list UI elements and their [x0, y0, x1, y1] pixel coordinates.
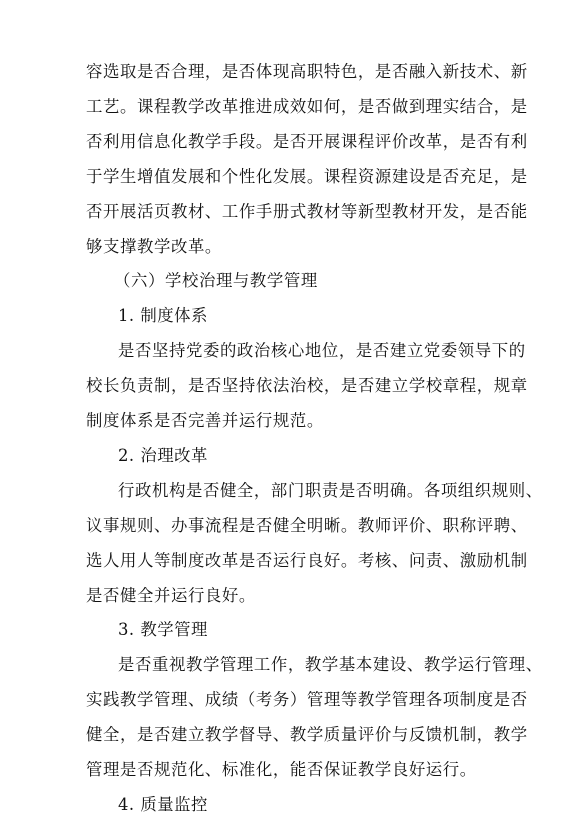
paragraph-line: 是否健全并运行良好。	[86, 585, 256, 605]
item-heading: 2. 治理改革	[118, 445, 208, 465]
paragraph-line: 容选取是否合理，是否体现高职特色，是否融入新技术、新	[86, 62, 528, 81]
paragraph-line: 够支撑教学改革。	[86, 236, 222, 256]
paragraph-line: 否开展活页教材、工作手册式教材等新型教材开发，是否能	[86, 201, 528, 221]
paragraph-line: 议事规则、办事流程是否健全明晰。教师评价、职称评聘、	[86, 515, 528, 535]
paragraph-line: 健全，是否建立教学督导、教学质量评价与反馈机制，教学	[86, 725, 528, 745]
item-heading: 3. 教学管理	[118, 620, 208, 640]
paragraph-line: 校长负责制，是否坚持依法治校，是否建立学校章程，规章	[86, 376, 528, 396]
paragraph-line: 是否坚持党委的政治核心地位，是否建立党委领导下的	[118, 341, 526, 361]
item-heading: 4. 质量监控	[118, 794, 208, 814]
paragraph-line: 选人用人等制度改革是否运行良好。考核、问责、激励机制	[86, 550, 528, 570]
paragraph-line: 于学生增值发展和个性化发展。课程资源建设是否充足，是	[86, 166, 528, 186]
paragraph-line: 制度体系是否完善并运行规范。	[86, 411, 324, 430]
section-heading: （六）学校治理与教学管理	[114, 271, 318, 291]
paragraph-line: 管理是否规范化、标准化，能否保证教学良好运行。	[86, 760, 477, 779]
item-heading: 1. 制度体系	[118, 306, 208, 326]
paragraph-line: 行政机构是否健全，部门职责是否明确。各项组织规则、	[118, 480, 543, 500]
paragraph-line: 实践教学管理、成绩（考务）管理等教学管理各项制度是否	[86, 690, 528, 710]
paragraph-line: 是否重视教学管理工作，教学基本建设、教学运行管理、	[118, 655, 543, 675]
paragraph-line: 否利用信息化教学手段。是否开展课程评价改革，是否有利	[86, 131, 528, 151]
paragraph-line: 工艺。课程教学改革推进成效如何，是否做到理实结合，是	[86, 96, 528, 116]
